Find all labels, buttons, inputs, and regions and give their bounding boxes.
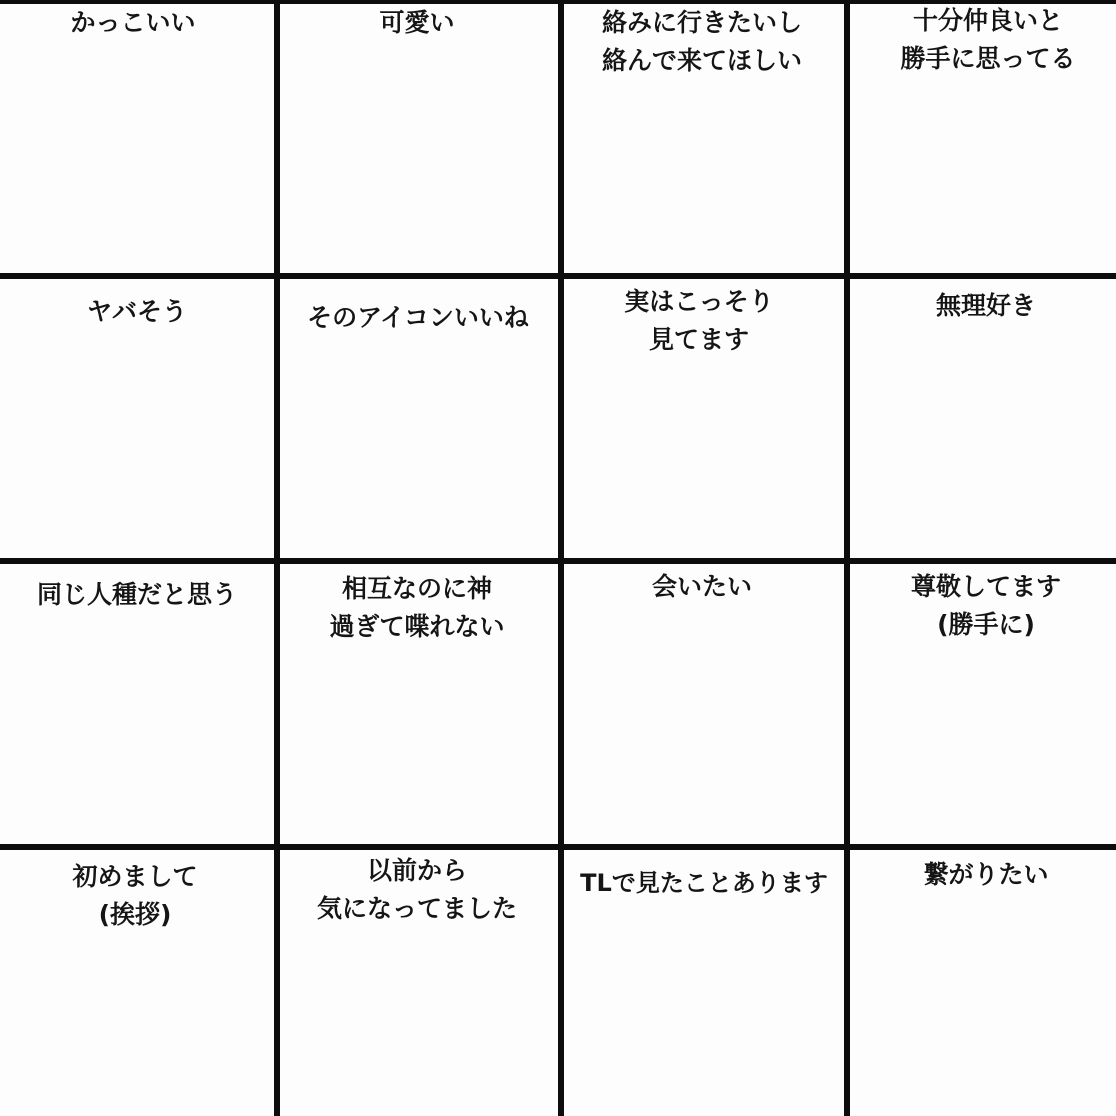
grid-cell: [280, 850, 558, 1116]
cell-label-line: 十分仲良いと: [912, 6, 1063, 35]
grid-cell: [564, 850, 844, 1116]
cell-label-line: 同じ人種だと思う: [36, 580, 237, 609]
cell-label-line: (勝手に): [937, 610, 1035, 639]
cell-label-line: 繋がりたい: [923, 860, 1049, 889]
cell-label-line: 可愛い: [379, 8, 455, 37]
cell-label-line: 相互なのに神: [341, 574, 492, 603]
cell-label-line: そのアイコンいいね: [307, 303, 529, 332]
cell-label-line: (挨拶): [98, 900, 172, 929]
cell-label-line: 絡みに行きたいし: [601, 8, 802, 37]
grid-cell: [0, 564, 274, 844]
grid-cell: [564, 0, 844, 273]
cell-label-line: 以前から: [366, 856, 467, 885]
grid-line-vertical: [558, 0, 564, 1116]
cell-label: [860, 2, 1116, 78]
grid-cell: [0, 279, 274, 558]
cell-label-line: 絡んで来てほしい: [601, 46, 802, 75]
cell-label-line: 見てます: [648, 325, 749, 354]
cell-label-line: かっこいい: [70, 8, 196, 37]
grid-cell: [280, 564, 558, 844]
cell-label: [280, 299, 558, 337]
grid-line-vertical: [844, 0, 850, 1116]
cell-label-line: 無理好き: [935, 291, 1036, 320]
cell-label: [564, 864, 844, 902]
grid-cell: [850, 279, 1116, 558]
grid-cell: [0, 0, 274, 273]
cell-label: [0, 858, 274, 934]
cell-label: [0, 293, 274, 331]
cell-label: [564, 568, 844, 606]
grid-cell: [280, 0, 558, 273]
cell-label-line: 勝手に思ってる: [900, 44, 1076, 73]
cell-label: [280, 852, 558, 928]
grid-cell: [850, 564, 1116, 844]
grid-cell: [850, 850, 1116, 1116]
cell-label-line: 尊敬してます: [910, 572, 1061, 601]
cell-label: [564, 283, 844, 359]
grid-cell: [564, 564, 844, 844]
cell-label: [280, 570, 558, 646]
cell-label: [0, 576, 274, 614]
cell-label-line: 気になってました: [316, 894, 517, 923]
cell-label: [856, 287, 1116, 325]
grid-cell: [280, 279, 558, 558]
cell-label-line: TLで見たことあります: [580, 869, 828, 897]
cell-label-line: 実はこっそり: [624, 287, 774, 316]
grid-line-vertical: [274, 0, 280, 1116]
grid-cell: [0, 850, 274, 1116]
grid-cell: [850, 0, 1116, 273]
cell-label: [280, 4, 558, 42]
cell-label: [564, 4, 844, 80]
cell-label-line: 初めまして: [72, 862, 198, 891]
cell-label-line: 過ぎて喋れない: [329, 612, 505, 641]
cell-label: [856, 856, 1116, 894]
cell-label: [0, 4, 274, 42]
grid-cell: [564, 279, 844, 558]
cell-label-line: ヤバそう: [86, 297, 187, 326]
cell-label-line: 会いたい: [651, 572, 752, 601]
cell-label: [856, 568, 1116, 644]
